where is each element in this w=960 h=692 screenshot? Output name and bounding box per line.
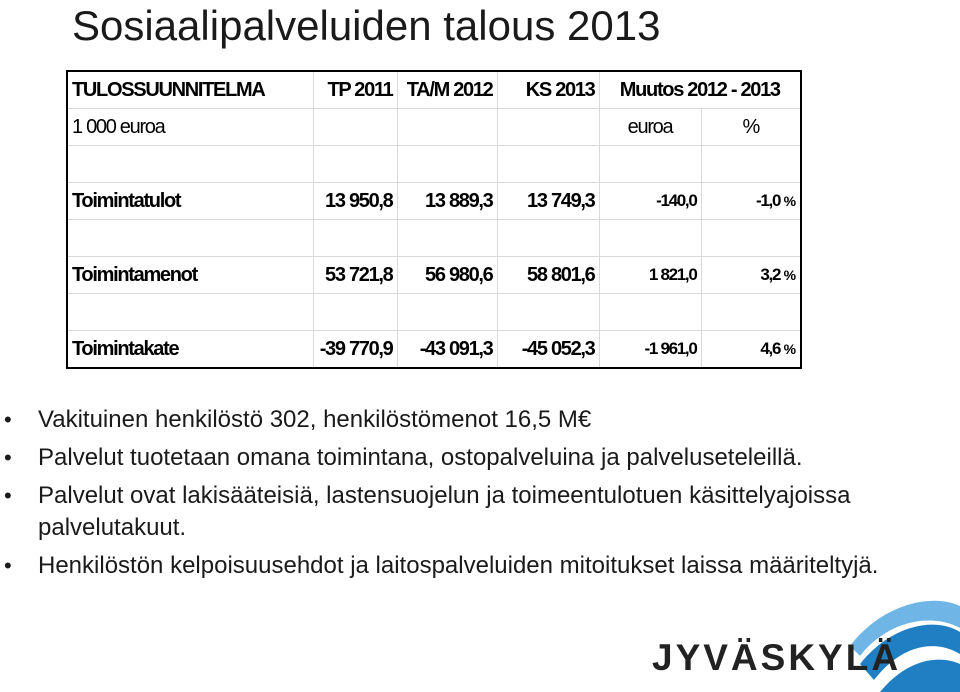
table-subheader-row: [67, 109, 801, 146]
row-tp2011: -39 770,9: [313, 331, 397, 369]
subheader-unit: 1 000 euroa: [67, 109, 313, 146]
bullet-dot: •: [4, 553, 12, 578]
bullet-item: • Palvelut ovat lakisääteisiä, lastensuojelun ja toimeentulotuen käsittelyajoissa palvelutakuut.: [4, 482, 851, 541]
table-spacer-row: [67, 220, 801, 257]
subheader-percent: %: [701, 109, 801, 146]
table-row: [67, 183, 801, 220]
bullet-item: • Palvelut tuotetaan omana toimintana, ostopalveluina ja palveluseteleillä.: [0, 442, 900, 474]
row-ks2013: -45 052,3: [497, 331, 599, 369]
row-change-pct: -1,0 %: [701, 183, 801, 220]
subheader-euroa: euroa: [599, 109, 701, 146]
row-change-eur: 1 821,0: [599, 257, 701, 294]
bullet-dot: •: [4, 407, 12, 432]
logo-text: JYVÄSKYLÄ: [652, 637, 902, 678]
row-tp2011: 13 950,8: [313, 183, 397, 220]
bullet-list: [0, 404, 900, 582]
row-label: Toimintatulot: [67, 183, 313, 220]
table-row: [67, 331, 801, 369]
row-label: Toimintakate: [67, 331, 313, 369]
row-tam2012: -43 091,3: [397, 331, 497, 369]
bullet-item: • Vakituinen henkilöstö 302, henkilöstömenot 16,5 M€: [0, 404, 900, 436]
row-change-eur: -140,0: [599, 183, 701, 220]
row-change-pct: 3,2 %: [701, 257, 801, 294]
row-ks2013: 13 749,3: [497, 183, 599, 220]
row-change-eur: -1 961,0: [599, 331, 701, 369]
header-ks2013: KS 2013: [497, 71, 599, 109]
header-label: TULOSSUUNNITELMA: [67, 71, 313, 109]
row-tp2011: 53 721,8: [313, 257, 397, 294]
slide-title: Sosiaalipalveluiden talous 2013: [72, 2, 661, 49]
bullet-dot: •: [4, 445, 12, 470]
bullet-item: • Henkilöstön kelpoisuusehdot ja laitospalveluiden mitoitukset laissa määriteltyjä.: [0, 550, 900, 582]
row-ks2013: 58 801,6: [497, 257, 599, 294]
header-tp2011: TP 2011: [313, 71, 397, 109]
header-tam2012: TA/M 2012: [397, 71, 497, 109]
row-tam2012: 56 980,6: [397, 257, 497, 294]
row-label: Toimintamenot: [67, 257, 313, 294]
table-spacer-row: [67, 146, 801, 183]
budget-table: [66, 70, 802, 369]
bullet-dot: •: [4, 483, 12, 508]
table-spacer-row: [67, 294, 801, 331]
header-muutos: Muutos 2012 - 2013: [599, 71, 801, 109]
table-header-row: [67, 71, 801, 109]
table-row: [67, 257, 801, 294]
row-tam2012: 13 889,3: [397, 183, 497, 220]
row-change-pct: 4,6 %: [701, 331, 801, 369]
